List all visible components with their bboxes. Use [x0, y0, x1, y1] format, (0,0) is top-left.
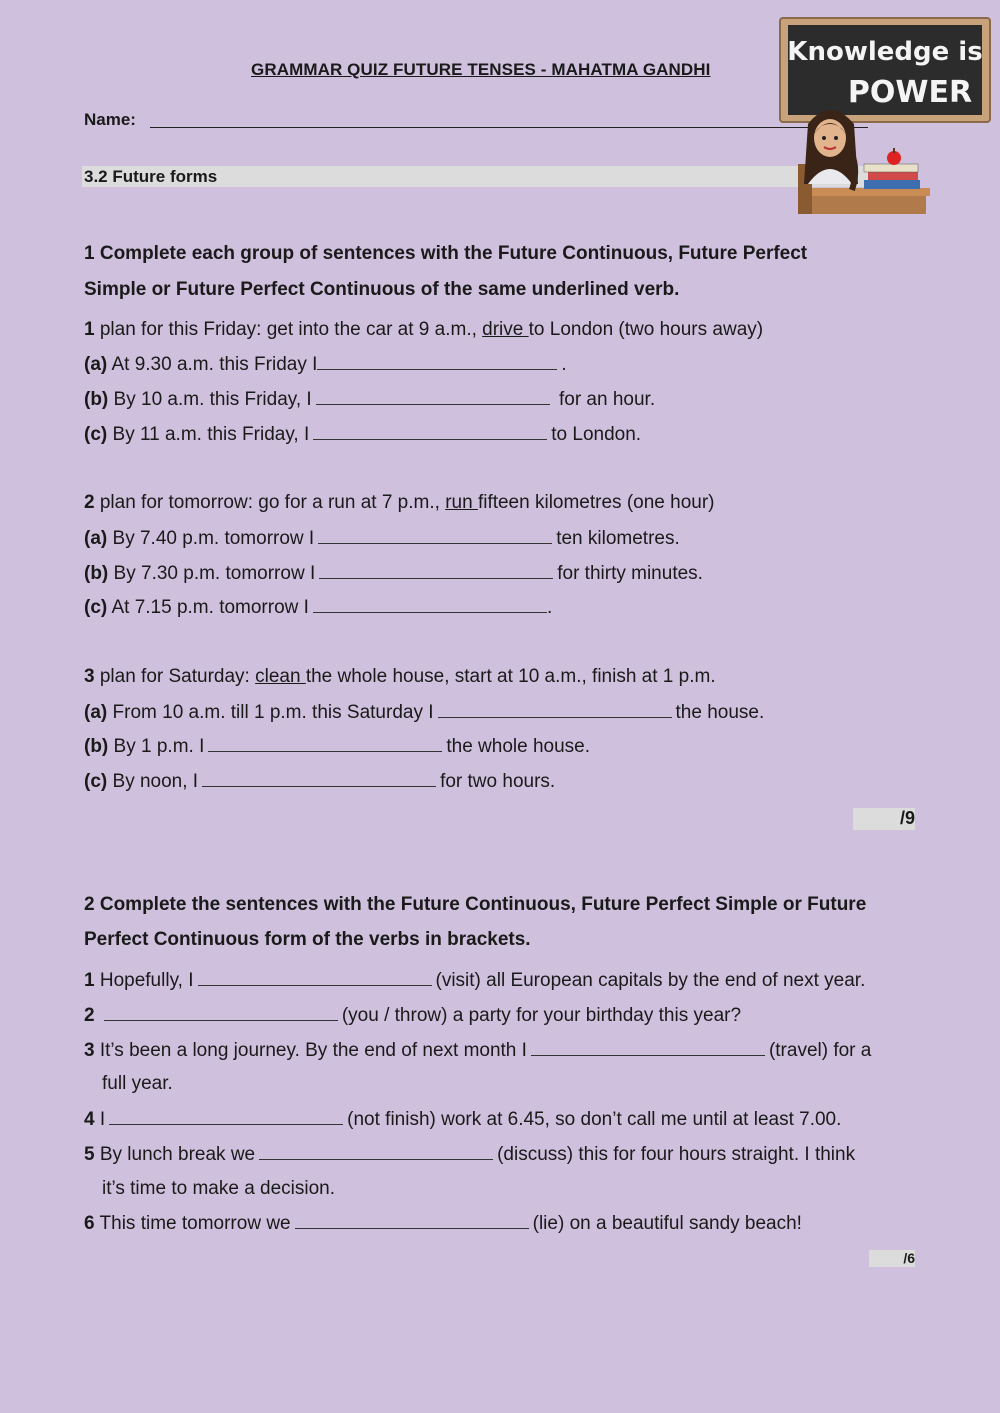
item-number: 2 — [84, 1005, 95, 1026]
group3-item-c — [84, 770, 555, 793]
group1-plan-rest: to London (two hours away) — [528, 319, 764, 340]
answer-blank[interactable] — [295, 1212, 529, 1229]
item-text-after: for thirty minutes. — [557, 563, 703, 584]
item-text-after: (lie) on a beautiful sandy beach! — [532, 1213, 802, 1234]
item-text-after: (discuss) this for four hours straight. I think — [497, 1144, 856, 1165]
group1-plan — [84, 319, 763, 341]
exercise2-item-4 — [84, 1108, 841, 1131]
group3-plan — [84, 666, 716, 688]
group2-underlined-verb: run — [445, 492, 478, 513]
item-text: At 9.30 a.m. this Friday I — [111, 354, 318, 375]
exercise1-score: /9 — [853, 808, 915, 830]
item-text-after: ten kilometres. — [556, 528, 680, 549]
item-letter: (b) — [84, 389, 109, 410]
group2-plan — [84, 492, 715, 514]
exercise2-item-3 — [84, 1039, 871, 1062]
exercise2-item-2 — [84, 1004, 741, 1027]
answer-blank[interactable] — [317, 353, 557, 370]
answer-blank[interactable] — [198, 969, 432, 986]
group2-plan-rest: fifteen kilometres (one hour) — [477, 492, 715, 513]
item-letter: (c) — [84, 771, 108, 792]
group1-item-c — [84, 423, 641, 446]
group3-plan-rest: the whole house, start at 10 a.m., finish at 1 p.m. — [305, 666, 716, 687]
item-text-after: for an hour. — [553, 389, 656, 410]
exercise1-instruction-line2: Simple or Future Perfect Continuous of the same underlined verb. — [84, 279, 680, 300]
exercise2-item-5 — [84, 1143, 855, 1166]
item-letter: (a) — [84, 528, 108, 549]
page-title: GRAMMAR QUIZ FUTURE TENSES - MAHATMA GANDHI — [251, 60, 711, 79]
group1-item-a — [84, 353, 567, 376]
name-field[interactable] — [150, 127, 868, 128]
badge-text-line1: Knowledge is — [787, 37, 983, 67]
exercise2-item-1 — [84, 969, 865, 992]
item-text: It’s been a long journey. By the end of next month I — [99, 1040, 527, 1061]
group1-item-b — [84, 388, 655, 411]
item-text-after: (travel) for a — [768, 1040, 872, 1061]
item-text: Hopefully, I — [99, 970, 194, 991]
item-text-after: the house. — [675, 702, 765, 723]
answer-blank[interactable] — [313, 596, 547, 613]
item-text: By 7.30 p.m. tomorrow I — [113, 563, 316, 584]
item-letter: (c) — [84, 597, 108, 618]
answer-blank[interactable] — [438, 701, 672, 718]
item-text: From 10 a.m. till 1 p.m. this Saturday I — [112, 702, 434, 723]
answer-blank[interactable] — [313, 423, 547, 440]
item-number: 5 — [84, 1144, 95, 1165]
item-number: 3 — [84, 1040, 95, 1061]
exercise2-score: /6 — [869, 1250, 915, 1267]
item-text: By lunch break we — [99, 1144, 256, 1165]
group2-number: 2 — [84, 492, 95, 513]
answer-blank[interactable] — [109, 1108, 343, 1125]
item-text: This time tomorrow we — [99, 1213, 291, 1234]
group1-underlined-verb: drive — [482, 319, 529, 340]
exercise2-item-5-continued: it’s time to make a decision. — [102, 1178, 336, 1199]
group3-item-a — [84, 701, 764, 724]
group3-underlined-verb: clean — [255, 666, 306, 687]
item-text-after: (you / throw) a party for your birthday this year? — [341, 1005, 742, 1026]
item-letter: (c) — [84, 424, 108, 445]
answer-blank[interactable] — [531, 1039, 765, 1056]
group2-item-c — [84, 596, 552, 619]
group2-item-b — [84, 562, 703, 585]
exercise2-item-3-continued: full year. — [102, 1073, 173, 1094]
group1-plan-text: plan for this Friday: get into the car at 9 a.m., — [99, 319, 483, 340]
group2-plan-text: plan for tomorrow: go for a run at 7 p.m., — [99, 492, 446, 513]
group3-item-b — [84, 735, 590, 758]
group3-plan-text: plan for Saturday: — [99, 666, 256, 687]
item-text: By 7.40 p.m. tomorrow I — [112, 528, 315, 549]
item-number: 4 — [84, 1109, 95, 1130]
item-text-after: the whole house. — [446, 736, 591, 757]
name-label: Name: — [84, 110, 136, 129]
item-letter: (a) — [84, 702, 108, 723]
item-letter: (b) — [84, 563, 109, 584]
answer-blank[interactable] — [208, 735, 442, 752]
item-letter: (a) — [84, 354, 108, 375]
item-text: By noon, I — [112, 771, 199, 792]
answer-blank[interactable] — [316, 388, 550, 405]
group1-number: 1 — [84, 319, 95, 340]
knowledge-is-power-illustration — [778, 16, 992, 221]
section-label: 3.2 Future forms — [84, 167, 218, 186]
exercise2-instruction-line2: Perfect Continuous form of the verbs in brackets. — [84, 929, 531, 950]
item-text-after: to London. — [551, 424, 642, 445]
answer-blank[interactable] — [104, 1004, 338, 1021]
item-text: By 11 a.m. this Friday, I — [112, 424, 310, 445]
item-text: By 1 p.m. I — [113, 736, 205, 757]
item-text: At 7.15 p.m. tomorrow I — [111, 597, 309, 618]
item-text: By 10 a.m. this Friday, I — [113, 389, 312, 410]
item-letter: (b) — [84, 736, 109, 757]
group3-number: 3 — [84, 666, 95, 687]
item-number: 6 — [84, 1213, 95, 1234]
answer-blank[interactable] — [259, 1143, 493, 1160]
group2-item-a — [84, 527, 680, 550]
badge-text-line2: POWER — [847, 75, 973, 110]
exercise2-instruction-line1: 2 Complete the sentences with the Future Continuous, Future Perfect Simple or Future — [84, 894, 867, 915]
answer-blank[interactable] — [202, 770, 436, 787]
item-text-after: . — [561, 354, 567, 375]
item-text-after: for two hours. — [440, 771, 556, 792]
exercise1-instruction-line1: 1 Complete each group of sentences with the Future Continuous, Future Perfect — [84, 243, 808, 264]
exercise2-item-6 — [84, 1212, 802, 1235]
item-text-after: (visit) all European capitals by the end of next year. — [435, 970, 866, 991]
item-text-after: . — [546, 597, 553, 618]
answer-blank[interactable] — [319, 562, 553, 579]
item-text-after: (not finish) work at 6.45, so don’t call me until at least 7.00. — [347, 1109, 842, 1130]
answer-blank[interactable] — [318, 527, 552, 544]
item-text: I — [99, 1109, 106, 1130]
item-number: 1 — [84, 970, 95, 991]
